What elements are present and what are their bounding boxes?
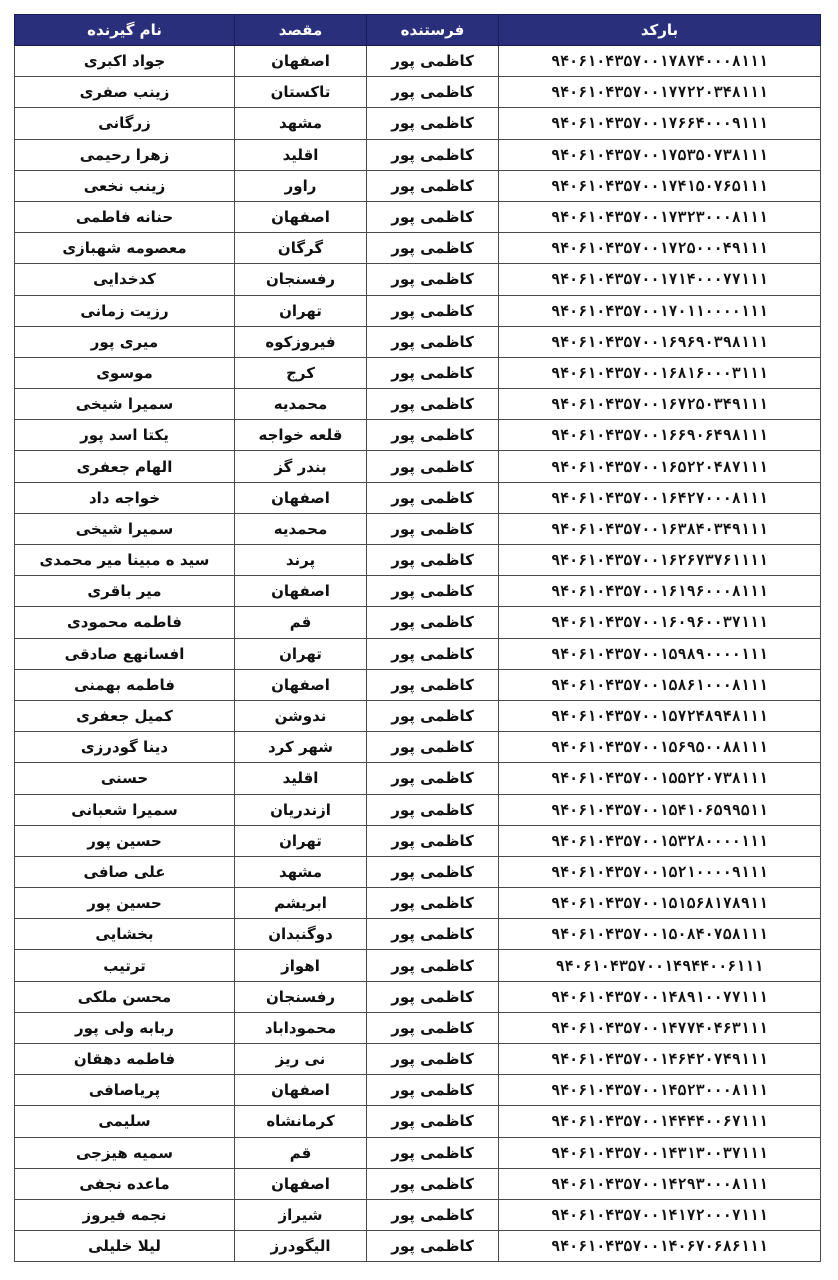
- destination-cell: قلعه خواجه: [235, 420, 367, 451]
- destination-cell: فیروزکوه: [235, 326, 367, 357]
- sender-cell: کاظمی پور: [367, 1012, 499, 1043]
- recipient-cell: حنانه فاطمی: [15, 201, 235, 232]
- sender-cell: کاظمی پور: [367, 295, 499, 326]
- sender-cell: کاظمی پور: [367, 607, 499, 638]
- table-row: [15, 1075, 821, 1106]
- recipient-cell: یکتا اسد پور: [15, 420, 235, 451]
- recipient-cell: سمیرا شعبانی: [15, 794, 235, 825]
- destination-cell: شهر کرد: [235, 732, 367, 763]
- sender-cell: کاظمی پور: [367, 46, 499, 77]
- recipient-cell: حسین پور: [15, 825, 235, 856]
- recipient-cell: معصومه شهبازی: [15, 233, 235, 264]
- table-body: [15, 46, 821, 1262]
- table-row: [15, 233, 821, 264]
- sender-cell: کاظمی پور: [367, 700, 499, 731]
- table-row: [15, 732, 821, 763]
- barcode-cell: ۹۴۰۶۱۰۴۳۵۷۰۰۱۵۵۲۲۰۷۳۸۱۱۱: [499, 763, 821, 794]
- recipient-cell: سمیرا شیخی: [15, 513, 235, 544]
- sender-cell: کاظمی پور: [367, 326, 499, 357]
- destination-cell: تاکستان: [235, 77, 367, 108]
- barcode-cell: ۹۴۰۶۱۰۴۳۵۷۰۰۱۷۶۶۴۰۰۰۹۱۱۱: [499, 108, 821, 139]
- barcode-cell: ۹۴۰۶۱۰۴۳۵۷۰۰۱۶۵۲۲۰۴۸۷۱۱۱: [499, 451, 821, 482]
- destination-cell: اصفهان: [235, 576, 367, 607]
- recipient-cell: زینب نخعی: [15, 170, 235, 201]
- barcode-cell: ۹۴۰۶۱۰۴۳۵۷۰۰۱۶۹۶۹۰۳۹۸۱۱۱: [499, 326, 821, 357]
- header-recipient: نام گیرنده: [15, 15, 235, 46]
- destination-cell: تهران: [235, 295, 367, 326]
- destination-cell: تهران: [235, 638, 367, 669]
- barcode-cell: ۹۴۰۶۱۰۴۳۵۷۰۰۱۷۴۱۵۰۷۶۵۱۱۱: [499, 170, 821, 201]
- recipient-cell: دینا گودرزی: [15, 732, 235, 763]
- barcode-cell: ۹۴۰۶۱۰۴۳۵۷۰۰۱۶۳۸۴۰۳۴۹۱۱۱: [499, 513, 821, 544]
- sender-cell: کاظمی پور: [367, 888, 499, 919]
- barcode-cell: ۹۴۰۶۱۰۴۳۵۷۰۰۱۵۱۵۶۸۱۷۸۹۱۱: [499, 888, 821, 919]
- recipient-cell: سید ه مبینا میر محمدی: [15, 545, 235, 576]
- destination-cell: رفسنجان: [235, 981, 367, 1012]
- recipient-cell: علی صافی: [15, 856, 235, 887]
- sender-cell: کاظمی پور: [367, 389, 499, 420]
- destination-cell: الیگودرز: [235, 1231, 367, 1262]
- table-row: [15, 794, 821, 825]
- sender-cell: کاظمی پور: [367, 420, 499, 451]
- table-row: [15, 1168, 821, 1199]
- barcode-cell: ۹۴۰۶۱۰۴۳۵۷۰۰۱۶۱۹۶۰۰۰۸۱۱۱: [499, 576, 821, 607]
- recipient-cell: فاطمه دهقان: [15, 1044, 235, 1075]
- sender-cell: کاظمی پور: [367, 545, 499, 576]
- recipient-cell: خواجه داد: [15, 482, 235, 513]
- barcode-cell: ۹۴۰۶۱۰۴۳۵۷۰۰۱۶۶۹۰۶۴۹۸۱۱۱: [499, 420, 821, 451]
- sender-cell: کاظمی پور: [367, 1168, 499, 1199]
- table-header: [15, 15, 821, 46]
- recipient-cell: سمیه هیزجی: [15, 1137, 235, 1168]
- sender-cell: کاظمی پور: [367, 1075, 499, 1106]
- destination-cell: کرمانشاه: [235, 1106, 367, 1137]
- table-row: [15, 638, 821, 669]
- table-row: [15, 1137, 821, 1168]
- sender-cell: کاظمی پور: [367, 451, 499, 482]
- table-row: [15, 170, 821, 201]
- table-row: [15, 669, 821, 700]
- barcode-cell: ۹۴۰۶۱۰۴۳۵۷۰۰۱۴۱۷۲۰۰۰۷۱۱۱: [499, 1199, 821, 1230]
- recipient-cell: سمیرا شیخی: [15, 389, 235, 420]
- recipient-cell: محسن ملکی: [15, 981, 235, 1012]
- sender-cell: کاظمی پور: [367, 825, 499, 856]
- barcode-cell: ۹۴۰۶۱۰۴۳۵۷۰۰۱۷۳۲۳۰۰۰۸۱۱۱: [499, 201, 821, 232]
- table-row: [15, 1012, 821, 1043]
- recipient-cell: ماعده نجفی: [15, 1168, 235, 1199]
- barcode-cell: ۹۴۰۶۱۰۴۳۵۷۰۰۱۴۹۴۴۰۰۶۱۱۱: [499, 950, 821, 981]
- recipient-cell: کدخدایی: [15, 264, 235, 295]
- barcode-cell: ۹۴۰۶۱۰۴۳۵۷۰۰۱۵۴۱۰۶۵۹۹۵۱۱: [499, 794, 821, 825]
- table-row: [15, 1231, 821, 1262]
- sender-cell: کاظمی پور: [367, 576, 499, 607]
- table-row: [15, 763, 821, 794]
- table-row: [15, 482, 821, 513]
- header-sender: فرستنده: [367, 15, 499, 46]
- sender-cell: کاظمی پور: [367, 1106, 499, 1137]
- shipment-table: [14, 14, 821, 1262]
- destination-cell: کرج: [235, 357, 367, 388]
- sender-cell: کاظمی پور: [367, 139, 499, 170]
- destination-cell: نی ریز: [235, 1044, 367, 1075]
- destination-cell: اهواز: [235, 950, 367, 981]
- sender-cell: کاظمی پور: [367, 201, 499, 232]
- barcode-cell: ۹۴۰۶۱۰۴۳۵۷۰۰۱۷۷۲۲۰۳۴۸۱۱۱: [499, 77, 821, 108]
- table-row: [15, 326, 821, 357]
- recipient-cell: میری پور: [15, 326, 235, 357]
- table-row: [15, 46, 821, 77]
- sender-cell: کاظمی پور: [367, 170, 499, 201]
- table-row: [15, 357, 821, 388]
- destination-cell: تهران: [235, 825, 367, 856]
- barcode-cell: ۹۴۰۶۱۰۴۳۵۷۰۰۱۴۲۹۳۰۰۰۸۱۱۱: [499, 1168, 821, 1199]
- recipient-cell: جواد اکبری: [15, 46, 235, 77]
- recipient-cell: ربابه ولی پور: [15, 1012, 235, 1043]
- barcode-cell: ۹۴۰۶۱۰۴۳۵۷۰۰۱۷۸۷۴۰۰۰۸۱۱۱: [499, 46, 821, 77]
- destination-cell: اقلید: [235, 763, 367, 794]
- barcode-cell: ۹۴۰۶۱۰۴۳۵۷۰۰۱۴۶۴۲۰۷۴۹۱۱۱: [499, 1044, 821, 1075]
- barcode-cell: ۹۴۰۶۱۰۴۳۵۷۰۰۱۵۲۱۰۰۰۰۹۱۱۱: [499, 856, 821, 887]
- barcode-cell: ۹۴۰۶۱۰۴۳۵۷۰۰۱۵۹۸۹۰۰۰۰۱۱۱: [499, 638, 821, 669]
- sender-cell: کاظمی پور: [367, 1231, 499, 1262]
- destination-cell: دوگنبدان: [235, 919, 367, 950]
- table-row: [15, 1199, 821, 1230]
- recipient-cell: لیلا خلیلی: [15, 1231, 235, 1262]
- sender-cell: کاظمی پور: [367, 763, 499, 794]
- table-row: [15, 108, 821, 139]
- table-row: [15, 264, 821, 295]
- table-row: [15, 451, 821, 482]
- table-row: [15, 1106, 821, 1137]
- table-row: [15, 950, 821, 981]
- table-row: [15, 856, 821, 887]
- sender-cell: کاظمی پور: [367, 264, 499, 295]
- recipient-cell: موسوی: [15, 357, 235, 388]
- sender-cell: کاظمی پور: [367, 482, 499, 513]
- destination-cell: شیراز: [235, 1199, 367, 1230]
- recipient-cell: زرگانی: [15, 108, 235, 139]
- barcode-cell: ۹۴۰۶۱۰۴۳۵۷۰۰۱۵۶۹۵۰۰۸۸۱۱۱: [499, 732, 821, 763]
- barcode-cell: ۹۴۰۶۱۰۴۳۵۷۰۰۱۴۷۷۴۰۴۶۳۱۱۱: [499, 1012, 821, 1043]
- barcode-cell: ۹۴۰۶۱۰۴۳۵۷۰۰۱۴۰۶۷۰۶۸۶۱۱۱: [499, 1231, 821, 1262]
- sender-cell: کاظمی پور: [367, 233, 499, 264]
- sender-cell: کاظمی پور: [367, 950, 499, 981]
- recipient-cell: میر باقری: [15, 576, 235, 607]
- destination-cell: محمدیه: [235, 389, 367, 420]
- table-row: [15, 888, 821, 919]
- header-row: [15, 15, 821, 46]
- barcode-cell: ۹۴۰۶۱۰۴۳۵۷۰۰۱۶۷۲۵۰۳۴۹۱۱۱: [499, 389, 821, 420]
- destination-cell: گرگان: [235, 233, 367, 264]
- destination-cell: ازندریان: [235, 794, 367, 825]
- sender-cell: کاظمی پور: [367, 919, 499, 950]
- sender-cell: کاظمی پور: [367, 108, 499, 139]
- table-row: [15, 295, 821, 326]
- recipient-cell: بخشایی: [15, 919, 235, 950]
- destination-cell: مشهد: [235, 856, 367, 887]
- table-row: [15, 420, 821, 451]
- barcode-cell: ۹۴۰۶۱۰۴۳۵۷۰۰۱۷۱۴۰۰۰۷۷۱۱۱: [499, 264, 821, 295]
- table-row: [15, 389, 821, 420]
- recipient-cell: ترتیب: [15, 950, 235, 981]
- destination-cell: قم: [235, 607, 367, 638]
- recipient-cell: فاطمه بهمنی: [15, 669, 235, 700]
- table-row: [15, 607, 821, 638]
- recipient-cell: زهرا رحیمی: [15, 139, 235, 170]
- table-row: [15, 1044, 821, 1075]
- destination-cell: قم: [235, 1137, 367, 1168]
- sender-cell: کاظمی پور: [367, 981, 499, 1012]
- recipient-cell: رزیت زمانی: [15, 295, 235, 326]
- barcode-cell: ۹۴۰۶۱۰۴۳۵۷۰۰۱۶۴۲۷۰۰۰۸۱۱۱: [499, 482, 821, 513]
- destination-cell: اصفهان: [235, 201, 367, 232]
- sender-cell: کاظمی پور: [367, 513, 499, 544]
- barcode-cell: ۹۴۰۶۱۰۴۳۵۷۰۰۱۶۰۹۶۰۰۳۷۱۱۱: [499, 607, 821, 638]
- table-row: [15, 576, 821, 607]
- header-barcode: بارکد: [499, 15, 821, 46]
- table-row: [15, 139, 821, 170]
- table-row: [15, 201, 821, 232]
- recipient-cell: الهام جعفری: [15, 451, 235, 482]
- barcode-cell: ۹۴۰۶۱۰۴۳۵۷۰۰۱۶۸۱۶۰۰۰۳۱۱۱: [499, 357, 821, 388]
- recipient-cell: فاطمه محمودی: [15, 607, 235, 638]
- barcode-cell: ۹۴۰۶۱۰۴۳۵۷۰۰۱۵۸۶۱۰۰۰۸۱۱۱: [499, 669, 821, 700]
- table-row: [15, 919, 821, 950]
- sender-cell: کاظمی پور: [367, 856, 499, 887]
- sender-cell: کاظمی پور: [367, 357, 499, 388]
- header-destination: مقصد: [235, 15, 367, 46]
- barcode-cell: ۹۴۰۶۱۰۴۳۵۷۰۰۱۶۲۶۷۳۷۶۱۱۱۱: [499, 545, 821, 576]
- destination-cell: پرند: [235, 545, 367, 576]
- destination-cell: مشهد: [235, 108, 367, 139]
- table-row: [15, 825, 821, 856]
- destination-cell: اصفهان: [235, 482, 367, 513]
- shipment-sheet: [14, 14, 820, 1262]
- destination-cell: ابریشم: [235, 888, 367, 919]
- table-row: [15, 513, 821, 544]
- recipient-cell: نجمه فیروز: [15, 1199, 235, 1230]
- barcode-cell: ۹۴۰۶۱۰۴۳۵۷۰۰۱۵۷۲۴۸۹۴۸۱۱۱: [499, 700, 821, 731]
- recipient-cell: پریاصافی: [15, 1075, 235, 1106]
- sender-cell: کاظمی پور: [367, 1044, 499, 1075]
- barcode-cell: ۹۴۰۶۱۰۴۳۵۷۰۰۱۷۲۵۰۰۰۴۹۱۱۱: [499, 233, 821, 264]
- table-row: [15, 77, 821, 108]
- destination-cell: اصفهان: [235, 1075, 367, 1106]
- recipient-cell: حسین پور: [15, 888, 235, 919]
- barcode-cell: ۹۴۰۶۱۰۴۳۵۷۰۰۱۴۸۹۱۰۰۷۷۱۱۱: [499, 981, 821, 1012]
- barcode-cell: ۹۴۰۶۱۰۴۳۵۷۰۰۱۴۴۴۴۰۰۶۷۱۱۱: [499, 1106, 821, 1137]
- sender-cell: کاظمی پور: [367, 669, 499, 700]
- recipient-cell: زینب صفری: [15, 77, 235, 108]
- barcode-cell: ۹۴۰۶۱۰۴۳۵۷۰۰۱۷۰۱۱۰۰۰۰۱۱۱: [499, 295, 821, 326]
- recipient-cell: کمیل جعفری: [15, 700, 235, 731]
- destination-cell: اقلید: [235, 139, 367, 170]
- table-row: [15, 700, 821, 731]
- barcode-cell: ۹۴۰۶۱۰۴۳۵۷۰۰۱۴۵۲۳۰۰۰۸۱۱۱: [499, 1075, 821, 1106]
- destination-cell: محمدیه: [235, 513, 367, 544]
- barcode-cell: ۹۴۰۶۱۰۴۳۵۷۰۰۱۵۰۸۴۰۷۵۸۱۱۱: [499, 919, 821, 950]
- destination-cell: ندوشن: [235, 700, 367, 731]
- recipient-cell: سلیمی: [15, 1106, 235, 1137]
- sender-cell: کاظمی پور: [367, 638, 499, 669]
- destination-cell: محموداباد: [235, 1012, 367, 1043]
- sender-cell: کاظمی پور: [367, 1137, 499, 1168]
- barcode-cell: ۹۴۰۶۱۰۴۳۵۷۰۰۱۵۳۲۸۰۰۰۰۱۱۱: [499, 825, 821, 856]
- sender-cell: کاظمی پور: [367, 732, 499, 763]
- destination-cell: بندر گز: [235, 451, 367, 482]
- barcode-cell: ۹۴۰۶۱۰۴۳۵۷۰۰۱۷۵۳۵۰۷۳۸۱۱۱: [499, 139, 821, 170]
- sender-cell: کاظمی پور: [367, 77, 499, 108]
- destination-cell: رفسنجان: [235, 264, 367, 295]
- barcode-cell: ۹۴۰۶۱۰۴۳۵۷۰۰۱۴۳۱۳۰۰۳۷۱۱۱: [499, 1137, 821, 1168]
- recipient-cell: حسنی: [15, 763, 235, 794]
- recipient-cell: افسانهع صادقی: [15, 638, 235, 669]
- sender-cell: کاظمی پور: [367, 794, 499, 825]
- destination-cell: اصفهان: [235, 669, 367, 700]
- destination-cell: اصفهان: [235, 46, 367, 77]
- destination-cell: راور: [235, 170, 367, 201]
- destination-cell: اصفهان: [235, 1168, 367, 1199]
- sender-cell: کاظمی پور: [367, 1199, 499, 1230]
- table-row: [15, 981, 821, 1012]
- table-row: [15, 545, 821, 576]
